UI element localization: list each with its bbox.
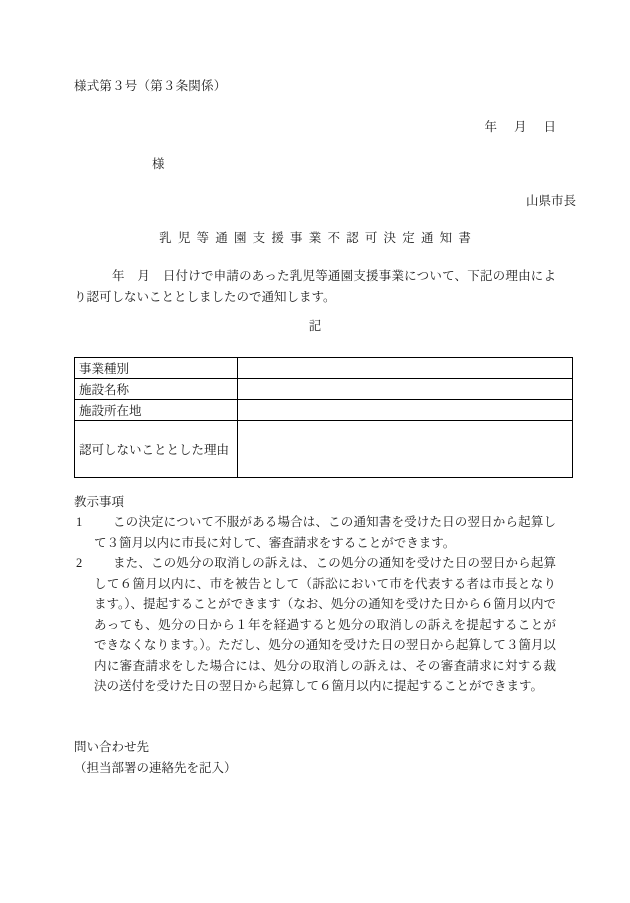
table-row-value[interactable] [238,379,573,400]
facility-info-table [74,357,573,478]
table-row-value[interactable] [238,400,573,421]
page-title-text: 乳児等通園支援事業不認可決定通知書 [159,231,478,245]
contact-section [74,737,237,779]
notice-heading: 教示事項 [74,495,125,509]
table-row [75,400,573,421]
date-day: 日 [543,120,556,134]
issuer-name: 山県市長 [525,194,576,208]
contact-heading: 問い合わせ先 [74,740,150,754]
table-row [75,358,573,379]
date-month: 月 [513,120,527,134]
table-row-label: 事業種別 [75,358,238,379]
notice-item-number: 1 [76,515,83,529]
table-row-label: 施設名称 [75,379,238,400]
notice-item [74,553,556,697]
body-paragraph: 年 月 日付けで申請のあった乳児等通園支援事業について、下記の理由により認可しないこととしましたので通知します。 [74,269,556,304]
page-title [0,228,630,246]
notice-item-text: この決定について不服がある場合は、この通知書を受けた日の翌日から起算して３箇月以内に市長に対して、審査請求をすることができます。 [94,515,556,550]
contact-note: （担当部署の連絡先を記入） [74,761,237,775]
notice-item-number: 2 [76,556,83,570]
form-number: 様式第３号（第３条関係） [74,79,227,93]
addressee-line: 様 [152,157,165,171]
table-row-label: 認可しないこととした理由 [75,421,238,478]
table-row-label: 施設所在地 [75,400,238,421]
table-row-value[interactable] [238,421,573,478]
ki-mark: 記 [308,319,322,333]
notice-item [74,512,556,553]
notice-section [74,492,556,697]
table-row-value[interactable] [238,358,573,379]
table-row [75,421,573,478]
date-line [484,117,556,135]
notice-item-text: また、この処分の取消しの訴えは、この処分の通知を受けた日の翌日から起算して６箇月以内に、市を被告として（訴訟において市を代表する者は市長となります。）、提起することができます（なお、処分の通知を受けた日から６箇月以内であっても、処分の日から１年を経過すると処分の取消しの訴えを提起することができなくなります。）。ただし、処分の通知を受けた日の翌日から起算して３箇月以内に審査請求をした場合には、処分の取消しの訴えは、その審査請求に対する裁決の送付を受けた日の翌日から起算して６箇月以内に提起することができます。 [94,556,556,693]
date-year: 年 [484,120,497,134]
table-row [75,379,573,400]
